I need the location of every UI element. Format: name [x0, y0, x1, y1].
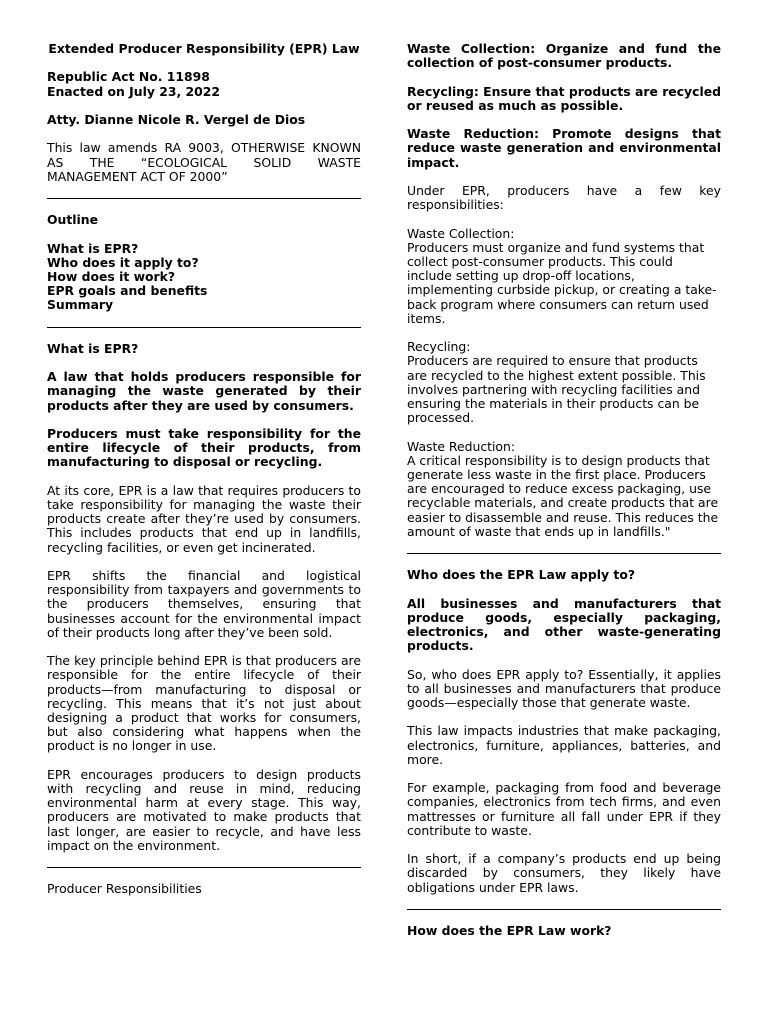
- divider: [407, 909, 721, 910]
- paragraph: So, who does EPR apply to? Essentially, it applies to all businesses and manufacturers that produce goods—especially those that generate waste.: [407, 666, 721, 710]
- divider: [407, 553, 721, 554]
- outline-heading: Outline: [47, 212, 98, 228]
- divider: [47, 327, 361, 328]
- section-heading-what-is-epr: What is EPR?: [47, 340, 139, 356]
- waste-reduction-block: [407, 440, 721, 539]
- recycling-block: [407, 340, 721, 425]
- waste-collection-block: [407, 227, 721, 326]
- paragraph: A critical responsibility is to design products that generate less waste in the first place. Producers are encouraged to reduce excess packaging, use recyclable materials, and create products that are easier to disassemble and reuse. This reduces the amount of waste that ends up in landfills.": [407, 452, 719, 539]
- paragraph: Producers must organize and fund systems that collect post-consumer products. This could include setting up drop-off locations, implementing curbside pickup, or creating a take-back program where consumers can return used items.: [407, 239, 717, 326]
- key-point: Producers must take responsibility for the entire lifecycle of their products, from manufacturing to disposal or recycling.: [47, 425, 361, 470]
- outline-item: Who does it apply to?: [47, 254, 199, 270]
- enacted-date: Enacted on July 23, 2022: [47, 83, 220, 99]
- subsection-label: Recycling:: [407, 339, 471, 355]
- outline-item: How does it work?: [47, 268, 176, 284]
- section-heading-who-does-it-apply-to: Who does the EPR Law apply to?: [407, 567, 636, 583]
- outline-item: Summary: [47, 297, 114, 313]
- act-info: [47, 70, 361, 98]
- paragraph: Under EPR, producers have a few key responsibilities:: [407, 182, 721, 213]
- right-column: [407, 42, 721, 952]
- divider: [47, 198, 361, 199]
- amends-note: This law amends RA 9003, OTHERWISE KNOWN AS THE “ECOLOGICAL SOLID WASTE MANAGEMENT ACT OF 2000”: [47, 140, 361, 184]
- key-point: All businesses and manufacturers that produce goods, especially packaging, electronics, and other waste-generating products.: [407, 595, 721, 654]
- outline-item: What is EPR?: [47, 240, 139, 256]
- paragraph: EPR shifts the financial and logistical responsibility from taxpayers and governments to the producers themselves, ensuring that businesses account for the environmental impact of their products long after they’ve been sold.: [47, 567, 361, 640]
- paragraph: This law impacts industries that make packaging, electronics, furniture, appliances, batteries, and more.: [407, 723, 721, 767]
- divider: [47, 867, 361, 868]
- outline-item: EPR goals and benefits: [47, 283, 208, 299]
- section-heading-how-does-it-work: How does the EPR Law work?: [407, 922, 612, 938]
- act-number: Republic Act No. 11898: [47, 69, 210, 85]
- key-point: Waste Collection: Organize and fund the collection of post-consumer products.: [407, 41, 721, 71]
- author: Atty. Dianne Nicole R. Vergel de Dios: [47, 111, 306, 127]
- paragraph: In short, if a company’s products end up being discarded by consumers, they likely have obligations under EPR laws.: [407, 851, 721, 895]
- paragraph: Producers are required to ensure that products are recycled to the highest extent possible. This involves partnering with recycling facilities and ensuring the materials in their products can be processed.: [407, 353, 706, 426]
- subsection-label: Waste Collection:: [407, 225, 515, 241]
- paragraph: For example, packaging from food and beverage companies, electronics from tech firms, and even mattresses or furniture all fall under EPR if they contribute to waste.: [407, 780, 721, 838]
- key-point: Waste Reduction: Promote designs that reduce waste generation and environmental impact.: [407, 126, 721, 170]
- paragraph: At its core, EPR is a law that requires producers to take responsibility for managing the waste their products create after they’re used by consumers. This includes products that end up in landfills, recycling facilities, or even get incinerated.: [47, 482, 361, 555]
- left-column: [47, 42, 361, 911]
- key-point: Recycling: Ensure that products are recycled or reused as much as possible.: [407, 83, 721, 113]
- subsection-label: Waste Reduction:: [407, 438, 516, 454]
- section-heading-producer-responsibilities: Producer Responsibilities: [47, 881, 202, 897]
- paragraph: The key principle behind EPR is that producers are responsible for the entire lifecycle of their products—from manufacturing to disposal or recycling. This means that it’s not just about designing a product that works for consumers, but also considering what happens when the product is no longer in use.: [47, 653, 361, 754]
- key-point: A law that holds producers responsible for managing the waste generated by their products after they are used by consumers.: [47, 369, 361, 413]
- paragraph: EPR encourages producers to design products with recycling and reuse in mind, reducing environmental harm at every stage. This way, producers are motivated to make products that last longer, are easier to recycle, and have less impact on the environment.: [47, 766, 361, 853]
- document-title: Extended Producer Responsibility (EPR) Law: [48, 41, 360, 56]
- outline-list: [47, 242, 361, 313]
